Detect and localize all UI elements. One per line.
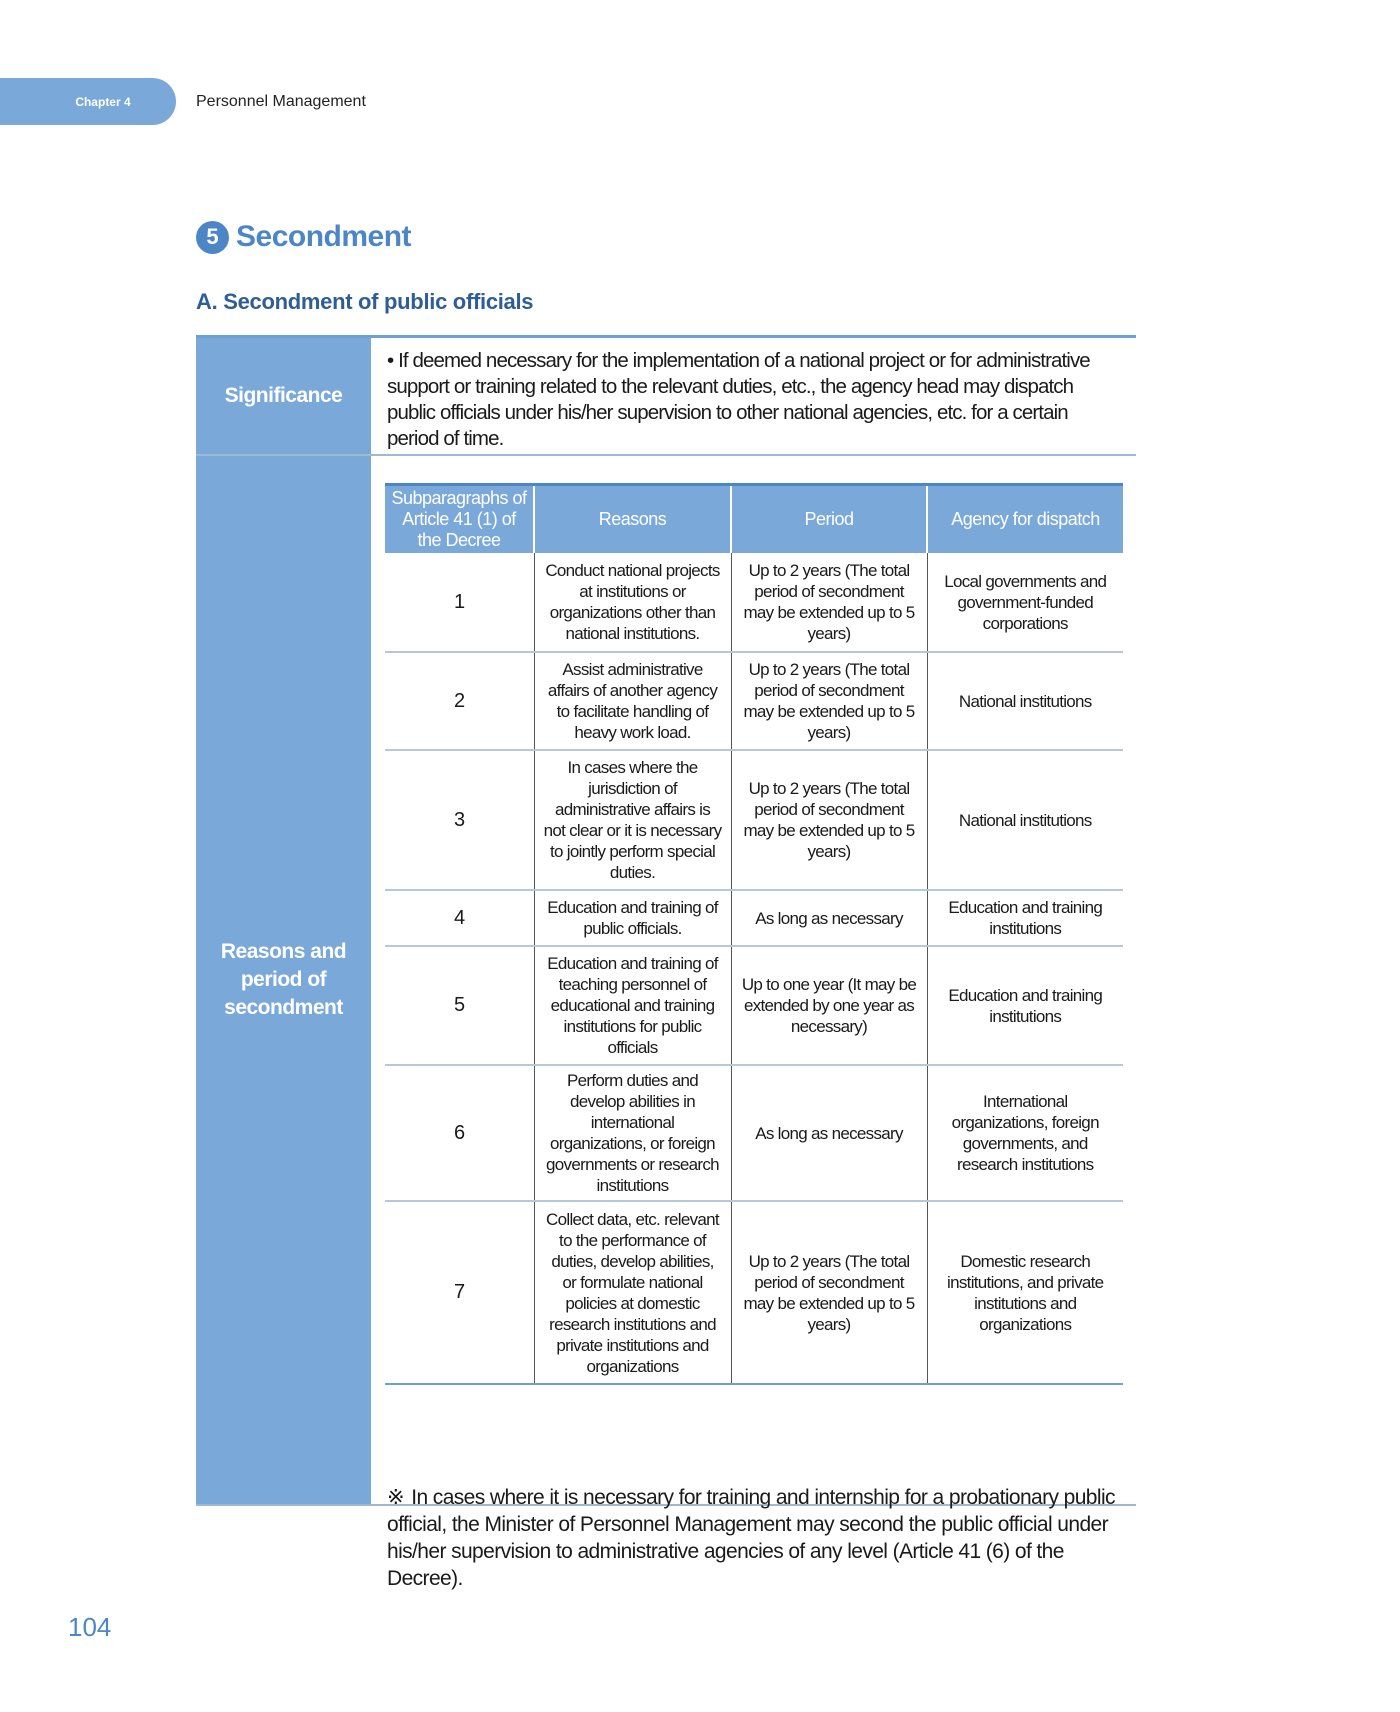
row-period: Up to 2 years (The total period of secondment may be extended up to 5 years) bbox=[731, 1201, 927, 1384]
row-period: Up to 2 years (The total period of secondment may be extended up to 5 years) bbox=[731, 652, 927, 750]
page-number: 104 bbox=[68, 1612, 112, 1642]
row-agency: Local governments and government-funded corporations bbox=[927, 553, 1123, 652]
significance-text: • If deemed necessary for the implementation of a national project or for administrative support or training related to the relevant duties, etc., the agency head may dispatch public officials under his/her supervision to other national agencies, etc. for a certain period of time. bbox=[387, 349, 1090, 450]
table-row bbox=[385, 1201, 1123, 1384]
row-number: 4 bbox=[385, 890, 534, 946]
row-number: 1 bbox=[385, 553, 534, 652]
row-number: 7 bbox=[385, 1201, 534, 1384]
table-row bbox=[385, 946, 1123, 1065]
row-reason: Conduct national projects at institutions or organizations other than national institutions. bbox=[534, 553, 731, 652]
reasons-table bbox=[385, 483, 1123, 1385]
row-agency: National institutions bbox=[927, 652, 1123, 750]
row-period: As long as necessary bbox=[731, 890, 927, 946]
table-row bbox=[385, 890, 1123, 946]
row-period: Up to 2 years (The total period of secondment may be extended up to 5 years) bbox=[731, 553, 927, 652]
row-reason: In cases where the jurisdiction of administrative affairs is not clear or it is necessary to jointly perform special duties. bbox=[534, 750, 731, 890]
chapter-label: Chapter 4 bbox=[75, 94, 131, 109]
row-reason: Collect data, etc. relevant to the performance of duties, develop abilities, or formulate national policies at domestic research institutions and private institutions and organizations bbox=[534, 1201, 731, 1384]
header-period: Period bbox=[731, 485, 927, 554]
row-agency: Education and training institutions bbox=[927, 946, 1123, 1065]
footnote bbox=[387, 1484, 1132, 1592]
significance-label: Significance bbox=[196, 338, 371, 454]
table-row bbox=[385, 553, 1123, 652]
reasons-label-text: Reasons and period of secondment bbox=[220, 940, 347, 1019]
table-header-row bbox=[385, 485, 1123, 554]
header-subparagraph: Subparagraphs of Article 41 (1) of the Decree bbox=[385, 485, 534, 554]
row-number: 5 bbox=[385, 946, 534, 1065]
row-reason: Education and training of teaching personnel of educational and training institutions for public officials bbox=[534, 946, 731, 1065]
row-reason: Perform duties and develop abilities in international organizations, or foreign governments or research institutions bbox=[534, 1065, 731, 1201]
row-agency: National institutions bbox=[927, 750, 1123, 890]
row-period: Up to one year (It may be extended by one year as necessary) bbox=[731, 946, 927, 1065]
reference-mark: ※ bbox=[387, 1486, 404, 1509]
row-agency: Education and training institutions bbox=[927, 890, 1123, 946]
header-reasons: Reasons bbox=[534, 485, 731, 554]
row-number: 6 bbox=[385, 1065, 534, 1201]
chapter-title: Personnel Management bbox=[196, 93, 366, 110]
reasons-label bbox=[196, 456, 371, 1504]
significance-row bbox=[196, 335, 1136, 456]
subsection-title: A. Secondment of public officials bbox=[196, 289, 534, 314]
table-row bbox=[385, 750, 1123, 890]
section-number-badge: 5 bbox=[196, 221, 229, 254]
reasons-row bbox=[196, 456, 1136, 1590]
footnote-text: In cases where it is necessary for training and internship for a probationary public official, the Minister of Personnel Management may second the public official under his/her supervision to administrative agencies of any level (Article 41 (6) of the Decree). bbox=[387, 1486, 1115, 1590]
row-number: 2 bbox=[385, 652, 534, 750]
table-row bbox=[385, 652, 1123, 750]
row-agency: International organizations, foreign governments, and research institutions bbox=[927, 1065, 1123, 1201]
row-reason: Education and training of public officials. bbox=[534, 890, 731, 946]
row-period: Up to 2 years (The total period of secondment may be extended up to 5 years) bbox=[731, 750, 927, 890]
row-period: As long as necessary bbox=[731, 1065, 927, 1201]
row-reason: Assist administrative affairs of another agency to facilitate handling of heavy work load. bbox=[534, 652, 731, 750]
secondment-frame bbox=[196, 335, 1136, 1590]
reasons-body bbox=[371, 456, 1136, 1590]
row-number: 3 bbox=[385, 750, 534, 890]
row-agency: Domestic research institutions, and private institutions and organizations bbox=[927, 1201, 1123, 1384]
section-heading bbox=[196, 220, 411, 254]
chapter-tab bbox=[0, 78, 176, 125]
section-title: Secondment bbox=[236, 220, 412, 253]
table-row bbox=[385, 1065, 1123, 1201]
header-agency: Agency for dispatch bbox=[927, 485, 1123, 554]
